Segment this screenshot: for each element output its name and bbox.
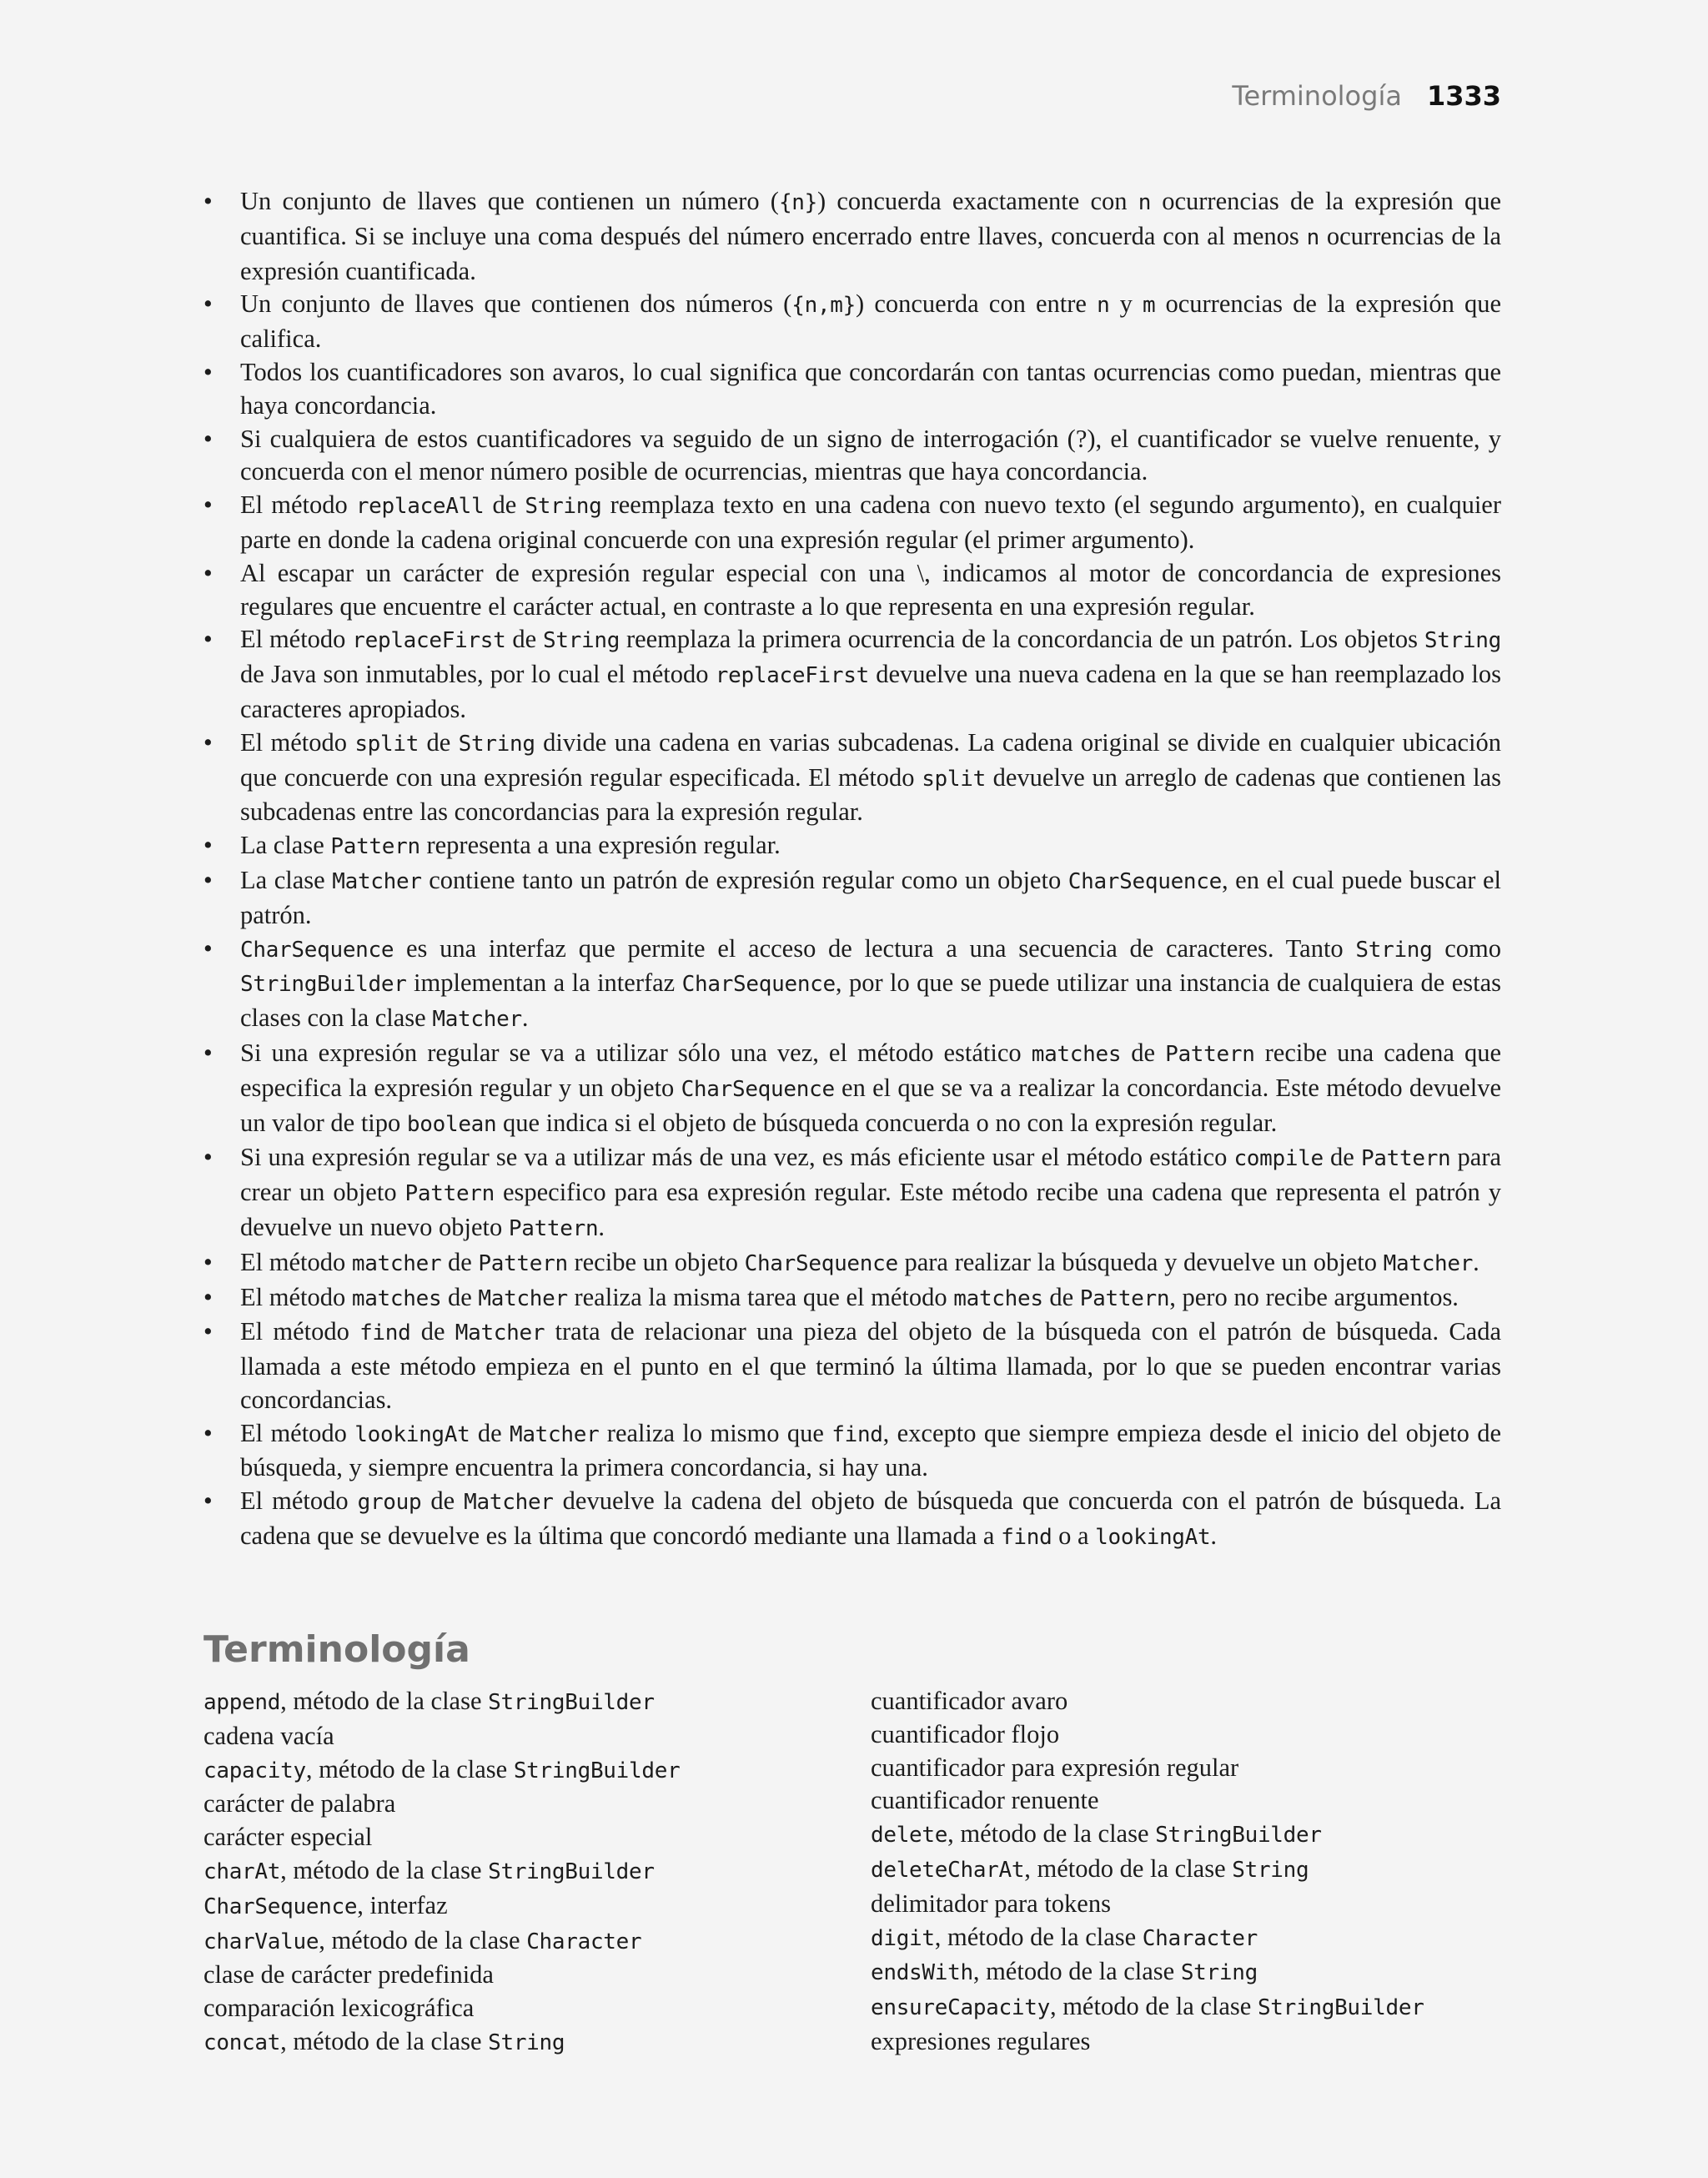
term-item bbox=[203, 2025, 680, 2060]
code-text: delete bbox=[871, 1823, 948, 1849]
bullet-item bbox=[203, 1246, 1501, 1281]
body-text: El método bbox=[240, 1247, 352, 1276]
body-text: . bbox=[598, 1212, 605, 1241]
terminology-column-2 bbox=[871, 1685, 1424, 2059]
body-text: El método bbox=[240, 1317, 360, 1346]
terminology-heading: Terminología bbox=[203, 1628, 470, 1671]
bullet-item bbox=[203, 185, 1501, 288]
body-text: devuelve la cadena del objeto de búsqueda que concuerda con el patrón de búsqueda. La cadena que se devuelve es la última que concordó mediante una llamada a bbox=[240, 1486, 1501, 1551]
body-text: , método de la clase bbox=[947, 1819, 1156, 1849]
code-text: StringBuilder bbox=[1257, 1995, 1424, 2021]
body-text: realiza la misma tarea que el método bbox=[567, 1282, 954, 1311]
body-text: carácter de palabra bbox=[203, 1789, 396, 1818]
body-text: expresiones regulares bbox=[871, 2026, 1091, 2055]
code-text: m bbox=[1142, 293, 1156, 319]
body-text: Un conjunto de llaves que contienen un número ( bbox=[240, 187, 779, 215]
code-text: String bbox=[542, 628, 620, 654]
body-text: , en el cual puede buscar el patrón. bbox=[240, 865, 1501, 929]
terminology-column-1 bbox=[203, 1685, 680, 2060]
body-text: delimitador para tokens bbox=[871, 1889, 1111, 1918]
code-text: append bbox=[203, 1690, 281, 1715]
code-text: StringBuilder bbox=[240, 972, 407, 998]
body-text: Si cualquiera de estos cuantificadores va seguido de un signo de interrogación (?), el cuantificador se vuelve renuente, y concuerda con el menor número posible de ocurrencias, mientras que haya concordancia. bbox=[240, 424, 1501, 486]
body-text: , interfaz bbox=[357, 1890, 448, 1919]
code-text: Pattern bbox=[404, 1181, 495, 1207]
code-text: replaceFirst bbox=[352, 628, 506, 654]
code-text: StringBuilder bbox=[488, 1690, 655, 1715]
body-text: cuantificador para expresión regular bbox=[871, 1753, 1239, 1782]
body-text: , método de la clase bbox=[280, 2026, 489, 2055]
code-text: lookingAt bbox=[354, 1421, 470, 1447]
term-item bbox=[203, 1720, 680, 1753]
term-item bbox=[203, 1959, 680, 1992]
body-text: cuantificador avaro bbox=[871, 1687, 1068, 1715]
code-text: CharSequence bbox=[681, 1076, 835, 1102]
code-text: StringBuilder bbox=[513, 1758, 681, 1783]
code-text: endsWith bbox=[871, 1960, 973, 1986]
term-item bbox=[871, 1718, 1424, 1752]
body-text: , pero no recibe argumentos. bbox=[1169, 1282, 1459, 1311]
term-item bbox=[871, 1853, 1424, 1888]
body-text: El método bbox=[240, 625, 353, 654]
bullet-item bbox=[203, 1037, 1501, 1141]
code-text: find bbox=[359, 1320, 411, 1346]
body-text: , método de la clase bbox=[280, 1855, 489, 1884]
code-text: String bbox=[1180, 1960, 1258, 1986]
code-text: matcher bbox=[351, 1250, 442, 1276]
code-text: find bbox=[831, 1421, 883, 1447]
code-text: Matcher bbox=[432, 1007, 522, 1033]
code-text: CharSequence bbox=[681, 972, 836, 998]
body-text: y bbox=[1109, 289, 1143, 319]
code-text: lookingAt bbox=[1095, 1525, 1211, 1551]
code-text: Character bbox=[526, 1929, 642, 1954]
body-text: que indica si el objeto de búsqueda concuerda o no con la expresión regular. bbox=[496, 1108, 1278, 1137]
bullet-item bbox=[203, 829, 1501, 864]
bullet-item bbox=[203, 933, 1501, 1037]
code-text: Matcher bbox=[478, 1285, 568, 1311]
code-text: split bbox=[354, 731, 419, 757]
body-text: cadena vacía bbox=[203, 1721, 334, 1750]
body-text: ) concuerda con entre bbox=[856, 289, 1098, 319]
code-text: String bbox=[488, 2030, 565, 2055]
code-text: compile bbox=[1233, 1146, 1324, 1172]
code-text: charValue bbox=[203, 1929, 319, 1954]
code-text: n bbox=[1138, 190, 1152, 215]
code-text: boolean bbox=[406, 1111, 497, 1137]
body-text: en el que se va a realizar la concordancia. Este método devuelve un valor de tipo bbox=[240, 1073, 1502, 1137]
term-item bbox=[203, 1753, 680, 1788]
body-text: clase de carácter predefinida bbox=[203, 1960, 494, 1989]
running-head-title: Terminología bbox=[1232, 80, 1402, 112]
code-text: StringBuilder bbox=[1155, 1823, 1322, 1849]
code-text: ensureCapacity bbox=[871, 1995, 1050, 2021]
body-text: realiza lo mismo que bbox=[599, 1418, 832, 1447]
body-text: , método de la clase bbox=[280, 1687, 489, 1715]
code-text: capacity bbox=[203, 1758, 306, 1783]
code-text: charAt bbox=[203, 1859, 281, 1884]
code-text: deleteCharAt bbox=[871, 1857, 1025, 1883]
body-text: especifico para esa expresión regular. Este método recibe una cadena que representa el patrón y devuelve un nuevo objeto bbox=[240, 1178, 1501, 1241]
page-number: 1333 bbox=[1426, 80, 1501, 112]
code-text: Matcher bbox=[464, 1490, 554, 1516]
code-text: matches bbox=[953, 1285, 1043, 1311]
code-text: Matcher bbox=[455, 1320, 545, 1346]
body-text: , método de la clase bbox=[972, 1957, 1181, 1986]
body-text: La clase bbox=[240, 831, 331, 860]
bullet-item bbox=[203, 356, 1501, 423]
term-item bbox=[203, 1854, 680, 1889]
code-text: StringBuilder bbox=[488, 1859, 655, 1884]
bullet-item bbox=[203, 727, 1501, 829]
code-text: Pattern bbox=[1079, 1285, 1170, 1311]
body-text: El método bbox=[240, 490, 356, 520]
bullet-item bbox=[203, 288, 1501, 356]
bullet-item bbox=[203, 489, 1501, 557]
code-text: n bbox=[1306, 224, 1319, 250]
body-text: de bbox=[441, 1247, 479, 1276]
running-head bbox=[1232, 80, 1501, 112]
bullet-item bbox=[203, 1417, 1501, 1486]
body-text: . bbox=[1473, 1247, 1479, 1276]
code-text: Matcher bbox=[332, 868, 422, 894]
code-text: String bbox=[1232, 1857, 1309, 1883]
term-item bbox=[871, 1921, 1424, 1956]
body-text: representa a una expresión regular. bbox=[419, 831, 781, 860]
body-text: reemplaza texto en una cadena con nuevo texto (el segundo argumento), en cualquier parte en donde la cadena original concuerde con una expresión regular (el primer argumento). bbox=[240, 490, 1501, 554]
body-text: El método bbox=[240, 727, 355, 757]
term-item bbox=[203, 1992, 680, 2025]
body-text: , método de la clase bbox=[305, 1754, 514, 1783]
code-text: replaceFirst bbox=[715, 663, 869, 689]
body-text: o a bbox=[1052, 1522, 1096, 1551]
body-text: divide una cadena en varias subcadenas. La cadena original se divide en cualquier ubicación que concuerde con una expresión regular especificada. El método bbox=[240, 727, 1502, 792]
code-text: String bbox=[525, 494, 602, 520]
body-text: . bbox=[1210, 1522, 1217, 1551]
body-text: , método de la clase bbox=[1049, 1992, 1258, 2021]
body-text: de bbox=[505, 625, 543, 654]
term-item bbox=[203, 1788, 680, 1821]
term-item bbox=[871, 1784, 1424, 1818]
body-text: devuelve una nueva cadena en la que se han reemplazado los caracteres apropiados. bbox=[240, 660, 1501, 723]
code-text: Pattern bbox=[508, 1215, 599, 1241]
body-text: recibe una cadena que especifica la expresión regular y un objeto bbox=[240, 1038, 1501, 1102]
code-text: CharSequence bbox=[744, 1250, 898, 1276]
code-text: matches bbox=[351, 1285, 442, 1311]
body-text: ocurrencias de la expresión cuantificada. bbox=[240, 221, 1502, 285]
term-item bbox=[871, 2025, 1424, 2059]
term-item bbox=[871, 1685, 1424, 1718]
body-text: comparación lexicográfica bbox=[203, 1994, 475, 2023]
code-text: digit bbox=[871, 1925, 935, 1951]
body-text: de bbox=[1323, 1143, 1361, 1172]
body-text: de bbox=[1121, 1038, 1166, 1067]
body-text: contiene tanto un patrón de expresión regular como un objeto bbox=[421, 865, 1068, 894]
code-text: {n,m} bbox=[791, 293, 857, 319]
body-text: cuantificador flojo bbox=[871, 1719, 1060, 1748]
body-text: para realizar la búsqueda y devuelve un objeto bbox=[897, 1247, 1384, 1276]
bullet-item bbox=[203, 557, 1501, 624]
term-item bbox=[871, 1990, 1424, 2025]
code-text: n bbox=[1097, 293, 1110, 319]
bullet-item bbox=[203, 1485, 1501, 1555]
term-item bbox=[871, 1818, 1424, 1853]
term-item bbox=[203, 1821, 680, 1854]
code-text: Matcher bbox=[1383, 1250, 1474, 1276]
body-text: El método bbox=[240, 1418, 355, 1447]
code-text: CharSequence bbox=[240, 937, 394, 963]
bullet-item bbox=[203, 1281, 1501, 1316]
code-text: {n} bbox=[778, 190, 817, 215]
code-text: Pattern bbox=[1165, 1041, 1255, 1067]
code-text: String bbox=[458, 731, 535, 757]
code-text: CharSequence bbox=[203, 1894, 358, 1919]
code-text: Pattern bbox=[330, 834, 420, 860]
bullet-item bbox=[203, 623, 1501, 726]
body-text: de bbox=[484, 490, 525, 520]
code-text: Character bbox=[1142, 1925, 1258, 1951]
body-text: , método de la clase bbox=[1024, 1854, 1233, 1883]
term-item bbox=[203, 1685, 680, 1720]
body-text: de bbox=[419, 727, 459, 757]
code-text: Pattern bbox=[1360, 1146, 1451, 1172]
body-text: es una interfaz que permite el acceso de lectura a una secuencia de caracteres. Tanto bbox=[394, 933, 1356, 963]
body-text: Al escapar un carácter de expresión regular especial con una \, indicamos al motor de concordancia de expresiones regulares que encuentre el carácter actual, en contraste a lo que representa en una expresión regular. bbox=[240, 558, 1501, 621]
code-text: concat bbox=[203, 2030, 281, 2055]
body-text: recibe un objeto bbox=[567, 1247, 745, 1276]
bullet-item bbox=[203, 1315, 1501, 1416]
summary-bullet-list bbox=[203, 185, 1501, 1555]
body-text: Si una expresión regular se va a utilizar más de una vez, es más eficiente usar el método estático bbox=[240, 1143, 1234, 1172]
body-text: de bbox=[410, 1317, 455, 1346]
body-text: La clase bbox=[240, 865, 333, 894]
body-text: , por lo que se puede utilizar una instancia de cualquiera de estas clases con la clase bbox=[240, 968, 1501, 1033]
code-text: group bbox=[357, 1490, 422, 1516]
term-item bbox=[871, 1888, 1424, 1921]
code-text: Pattern bbox=[478, 1250, 568, 1276]
body-text: de bbox=[470, 1418, 510, 1447]
body-text: de bbox=[421, 1486, 465, 1516]
code-text: replaceAll bbox=[355, 494, 485, 520]
bullet-item bbox=[203, 1141, 1501, 1245]
bullet-item bbox=[203, 864, 1501, 933]
term-item bbox=[871, 1752, 1424, 1785]
body-text: de Java son inmutables, por lo cual el método bbox=[240, 660, 716, 689]
code-text: String bbox=[1355, 937, 1433, 963]
body-text: Un conjunto de llaves que contienen dos números ( bbox=[240, 289, 792, 319]
body-text: devuelve un arreglo de cadenas que contienen las subcadenas entre las concordancias para la expresión regular. bbox=[240, 762, 1501, 827]
body-text: ocurrencias de la expresión que cuantifica. Si se incluye una coma después del número encerrado entre llaves, concuerda con al menos bbox=[240, 187, 1501, 250]
body-text: . bbox=[521, 1003, 529, 1033]
body-text: implementan a la interfaz bbox=[406, 968, 682, 998]
body-text: reemplaza la primera ocurrencia de la concordancia de un patrón. Los objetos bbox=[620, 625, 1424, 654]
term-item bbox=[203, 1889, 680, 1924]
term-item bbox=[203, 1924, 680, 1959]
body-text: , método de la clase bbox=[934, 1922, 1143, 1951]
body-text: El método bbox=[240, 1486, 358, 1516]
term-item bbox=[871, 1955, 1424, 1990]
code-text: split bbox=[922, 766, 986, 792]
body-text: de bbox=[1042, 1282, 1080, 1311]
body-text: Todos los cuantificadores son avaros, lo cual significa que concordarán con tantas ocurrencias como puedan, mientras que haya concordancia. bbox=[240, 357, 1501, 420]
body-text: ocurrencias de la expresión que califica. bbox=[240, 289, 1502, 354]
bullet-item bbox=[203, 423, 1501, 490]
body-text: , método de la clase bbox=[319, 1925, 527, 1954]
body-text: El método bbox=[240, 1282, 352, 1311]
body-text: ) concuerda exactamente con bbox=[817, 187, 1138, 215]
code-text: Matcher bbox=[509, 1421, 600, 1447]
code-text: String bbox=[1424, 628, 1501, 654]
body-text: para crear un objeto bbox=[240, 1143, 1502, 1207]
body-text: de bbox=[441, 1282, 479, 1311]
body-text: trata de relacionar una pieza del objeto de la búsqueda con el patrón de búsqueda. Cada llamada a este método empieza en el punto en el que terminó la última llamada, por lo que se pueden encontrar varias concordancias. bbox=[240, 1317, 1501, 1414]
code-text: matches bbox=[1031, 1041, 1122, 1067]
body-text: , excepto que siempre empieza desde el inicio del objeto de búsqueda, y siempre encuentra la primera concordancia, si hay una. bbox=[240, 1418, 1501, 1482]
body-text: cuantificador renuente bbox=[871, 1786, 1099, 1815]
body-text: como bbox=[1432, 933, 1501, 963]
code-text: CharSequence bbox=[1068, 868, 1222, 894]
body-text: carácter especial bbox=[203, 1823, 373, 1852]
code-text: find bbox=[1001, 1525, 1052, 1551]
body-text: Si una expresión regular se va a utilizar sólo una vez, el método estático bbox=[240, 1038, 1032, 1067]
